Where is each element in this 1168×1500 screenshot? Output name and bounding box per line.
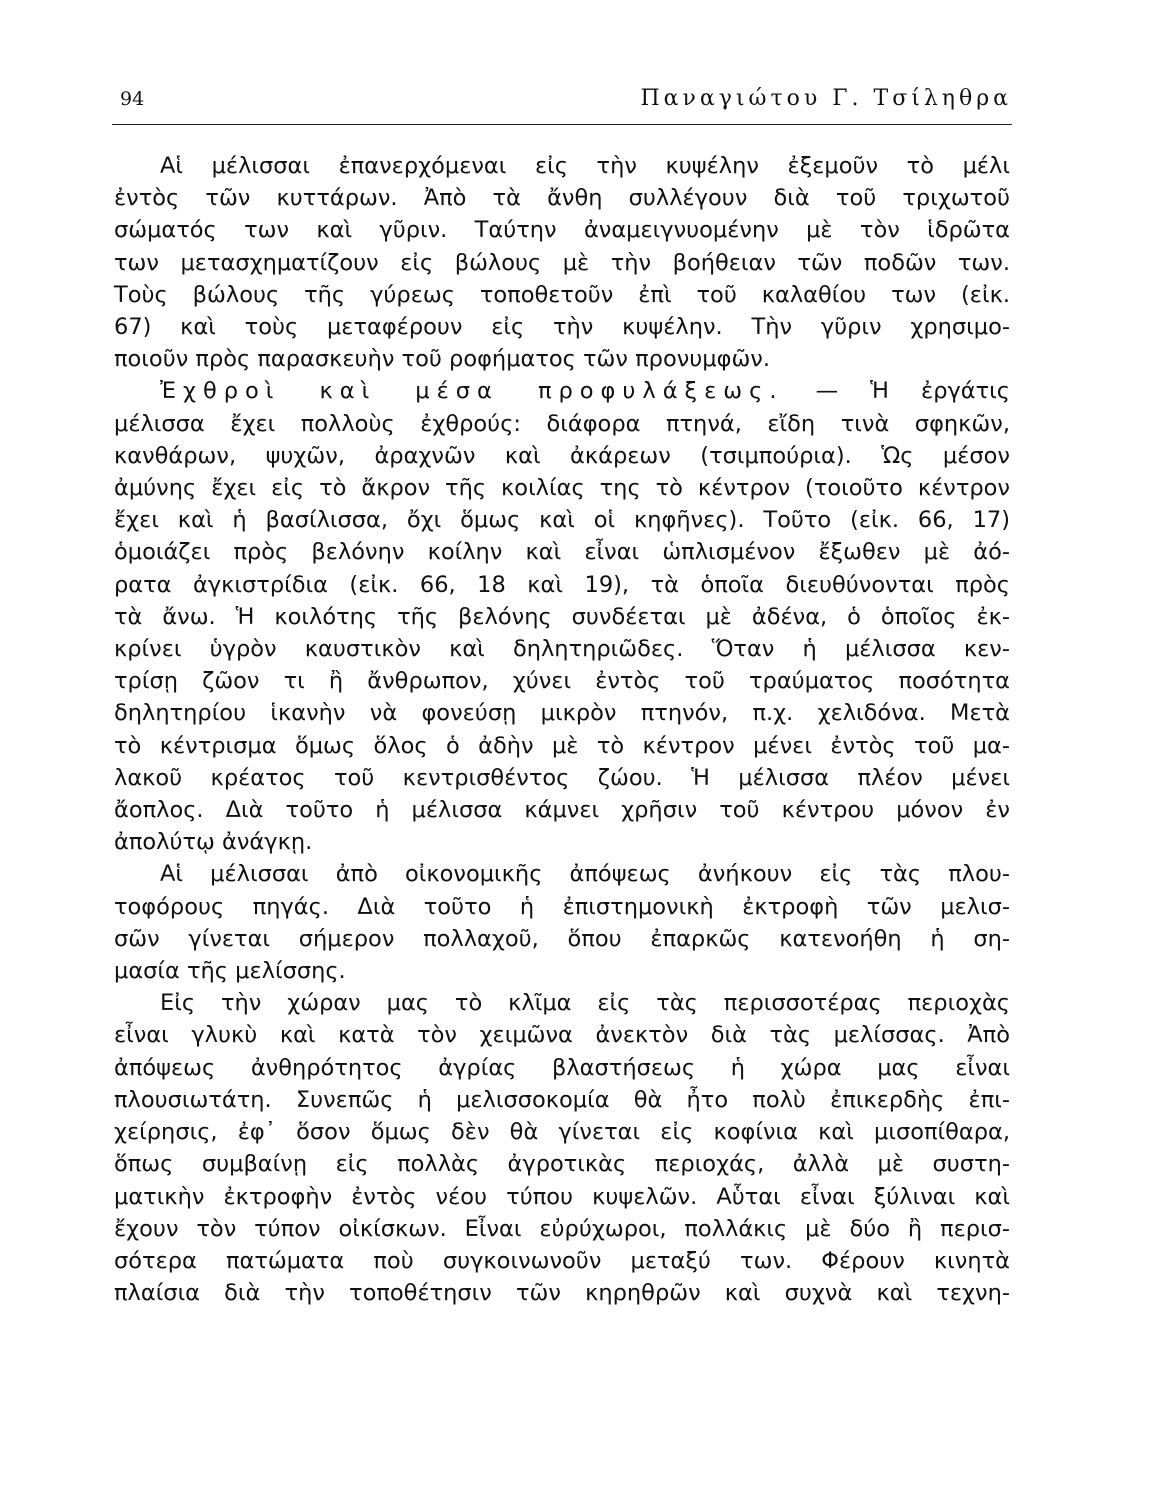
text-line: μασία τῆς μελίσσης. (114, 958, 346, 985)
text-line: λακοῦ κρέατος τοῦ κεντρισθέντος ζώου. Ἡ μέλισσα πλέον μένει (114, 764, 1010, 791)
running-head: Παναγιώτου Γ. Τσίληθρα (640, 86, 1012, 111)
text-line: μέλισσα ἔχει πολλοὺς ἐχθρούς: διάφορα πτηνά, εἴδη τινὰ σφηκῶν, (114, 410, 1010, 437)
text-line: Τοὺς βώλους τῆς γύρεως τοποθετοῦν ἐπὶ τοῦ καλαθίου των (εἰκ. (114, 281, 1010, 308)
text-line: κανθάρων, ψυχῶν, ἀραχνῶν καὶ ἀκάρεων (τσιμπούρια). Ὡς μέσον (114, 442, 1010, 469)
text-line: σότερα πατώματα ποὺ συγκοινωνοῦν μεταξύ των. Φέρουν κινητὰ (114, 1247, 1010, 1274)
text-line: 67) καὶ τοὺς μεταφέρουν εἰς τὴν κυψέλην. Τὴν γῦριν χρησιμο- (114, 314, 1010, 341)
text-line (114, 375, 1010, 407)
text-line: ἀπόψεως ἀνθηρότητος ἀγρίας βλαστήσεως ἡ χώρα μας εἶναι (114, 1054, 1010, 1081)
page-header (112, 84, 1012, 125)
text-line: των μετασχηματίζουν εἰς βώλους μὲ τὴν βοήθειαν τῶν ποδῶν των. (114, 249, 1010, 276)
text-line: ἀμύνης ἔχει εἰς τὸ ἄκρον τῆς κοιλίας της τὸ κέντρον (τοιοῦτο κέντρον (114, 475, 1010, 502)
section-heading: Ἐχθροὶ καὶ μέσα προφυλάξεως. (160, 378, 784, 405)
text-line: Αἱ μέλισσαι ἐπανερχόμεναι εἰς τὴν κυψέλην ἐξεμοῦν τὸ μέλι (160, 153, 1010, 179)
page-number: 94 (120, 88, 145, 110)
text-line: ρατα ἀγκιστρίδια (εἰκ. 66, 18 καὶ 19), τὰ ὁποῖα διευθύνονται πρὸς (114, 571, 1010, 598)
text-line: ἄοπλος. Διὰ τοῦτο ἡ μέλισσα κάμνει χρῆσιν τοῦ κέντρου μόνον ἐν (114, 797, 1010, 824)
text-line: κρίνει ὑγρὸν καυστικὸν καὶ δηλητηριῶδες. Ὅταν ἡ μέλισσα κεν- (114, 636, 1010, 663)
paragraph-greece-beekeeping (114, 987, 1010, 1309)
paragraph-economy (114, 858, 1010, 987)
text-line: Αἱ μέλισσαι ἀπὸ οἰκονομικῆς ἀπόψεως ἀνήκουν εἰς τὰς πλου- (160, 861, 1010, 888)
text-line: ὁμοιάζει πρὸς βελόνην κοίλην καὶ εἶναι ὡπλισμένον ἔξωθεν μὲ ἀό- (114, 539, 1010, 566)
text-run: — Ἡ ἐργάτις (815, 378, 1010, 405)
text-line: χείρησις, ἐφ᾽ ὅσον ὅμως δὲν θὰ γίνεται εἰς κοφίνια καὶ μισοπίθαρα, (114, 1119, 1010, 1146)
text-line: ποιοῦν πρὸς παρασκευὴν τοῦ ροφήματος τῶν προνυμφῶν. (114, 346, 771, 373)
text-line: ὅπως συμβαίνῃ εἰς πολλὰς ἀγροτικὰς περιοχάς, ἀλλὰ μὲ συστη- (114, 1151, 1010, 1178)
text-line: τοφόρους πηγάς. Διὰ τοῦτο ἡ ἐπιστημονικὴ ἐκτροφὴ τῶν μελισ- (114, 893, 1010, 920)
text-line: πλουσιωτάτη. Συνεπῶς ἡ μελισσοκομία θὰ ἦτο πολὺ ἐπικερδὴς ἐπι- (114, 1086, 1010, 1113)
text-line: ἐντὸς τῶν κυττάρων. Ἀπὸ τὰ ἄνθη συλλέγουν διὰ τοῦ τριχωτοῦ (114, 185, 1010, 212)
text-line: σῶν γίνεται σήμερον πολλαχοῦ, ὅπου ἐπαρκῶς κατενοήθη ἡ ση- (114, 925, 1010, 952)
text-line: ἀπολύτῳ ἀνάγκῃ. (114, 829, 313, 856)
text-line: Εἰς τὴν χώραν μας τὸ κλῖμα εἰς τὰς περισσοτέρας περιοχὰς (160, 990, 1010, 1017)
paragraph-honey-pollen (114, 150, 1010, 375)
text-line: πλαίσια διὰ τὴν τοποθέτησιν τῶν κηρηθρῶν καὶ συχνὰ καὶ τεχνη- (114, 1280, 1010, 1307)
text-line: ματικὴν ἐκτροφὴν ἐντὸς νέου τύπου κυψελῶν. Αὗται εἶναι ξύλιναι καὶ (114, 1183, 1010, 1210)
text-line: ἔχει καὶ ἡ βασίλισσα, ὄχι ὅμως καὶ οἱ κηφῆνες). Τοῦτο (εἰκ. 66, 17) (114, 507, 1010, 534)
paragraph-enemies (114, 375, 1010, 858)
text-line: δηλητηρίου ἱκανὴν νὰ φονεύσῃ μικρὸν πτηνόν, π.χ. χελιδόνα. Μετὰ (114, 700, 1010, 727)
text-line: τὸ κέντρισμα ὅμως ὅλος ὁ ἀδὴν μὲ τὸ κέντρον μένει ἐντὸς τοῦ μα- (114, 732, 1010, 759)
text-line: τὰ ἄνω. Ἡ κοιλότης τῆς βελόνης συνδέεται μὲ ἀδένα, ὁ ὁποῖος ἐκ- (114, 603, 1010, 630)
text-line: εἶναι γλυκὺ καὶ κατὰ τὸν χειμῶνα ἀνεκτὸν διὰ τὰς μελίσσας. Ἀπὸ (114, 1022, 1010, 1049)
text-line: σώματός των καὶ γῦριν. Ταύτην ἀναμειγνυομένην μὲ τὸν ἱδρῶτα (114, 217, 1010, 244)
text-line: τρίσῃ ζῶον τι ἢ ἄνθρωπον, χύνει ἐντὸς τοῦ τραύματος ποσότητα (114, 668, 1010, 695)
body-text (114, 150, 1010, 1309)
text-line: ἔχουν τὸν τύπον οἰκίσκων. Εἶναι εὐρύχωροι, πολλάκις μὲ δύο ἢ περισ- (114, 1215, 1010, 1242)
